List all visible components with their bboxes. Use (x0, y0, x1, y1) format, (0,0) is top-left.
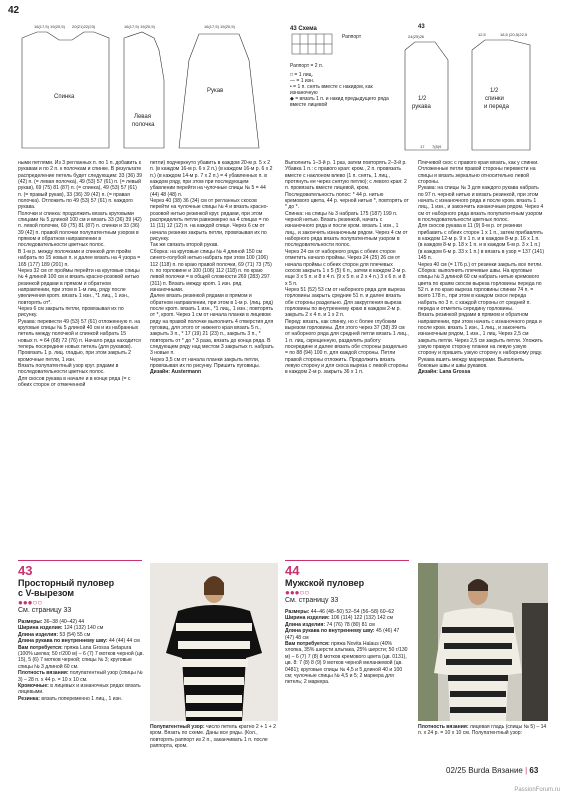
page-reference: См. страницу 33 (18, 607, 72, 614)
difficulty-dots: ●●●○○ (285, 588, 310, 597)
legend-item-1: □ = 1 лиц. (290, 72, 313, 78)
right-schema-number: 43 (418, 24, 425, 30)
scheme-43 (290, 26, 390, 108)
svg-text:и переда: и переда (484, 104, 509, 110)
svg-text:20(21)22(23): 20(21)22(23) (72, 24, 96, 29)
rapport-note: Раппорт = 2 п. (290, 63, 324, 69)
schematic-right-diagrams (400, 30, 560, 155)
svg-text:24(25)26: 24(25)26 (408, 34, 425, 39)
svg-text:спинки: спинки (485, 96, 504, 102)
text-column-1: ными петлями. Из 3 регланных п. по 1 п. добавить к рукавам и по 2 п. к полочкам и спинке. В результате распределение петель будет следующим: 33 (36) 39 (42) п. (= левая полочка), 49 (53) 57 (61) п. (= левый рукав), 69 (75) 81 (87) п. (= спинка), 49 (53) 57 (61) п. (= правый рукав), 33 (36) 39 (42) п. (= правая полочка). Отложить по 49 (53) 57 (61) п. каждого рукава. Полочки и спинка: продолжить вязать круговыми спицами № 5 длиной 100 см и вязать 33 (36) 39 (42) п. левой полочки, 69 (75) 81 (87) п. спинки и 33 (36) 39 (42) п. правой полочки полупатентным узором в прямом и обратном направлении в последовательности цветных полос. В 1-м р. между полочками и спинкой для пройм набрать по 15 новых п. и далее вязать на 4 узора = 165 (177) 189 (201) п. Через 32 см от проймы перейти на круговые спицы № 4 длиной 100 см и вязать красно-розовой нитью резинкой рядами в прямом и обратном направлении, при этом в 1-м лиц. ряду после увеличения крom. вязать 1 изн., *1 лиц., 1 изн., повторять от*. Через 6 см закрыть петли, провязывая их по рисунку. Рукава: перевести 49 (53) 57 (61) отложенную п. на круговые спицы № 5 длиной 40 см и из набранных петель между полочкой и спинкой набрать 15 новых п. = 64 (68) 72 (76) п. Начало ряда находится теперь посередине новых петель (для рукавов). Провязать 1 р. лиц. гладью, при этом закрыть 2 кромочные петли, 1 изн. Вязать полупатентный узор круг. рядами в последовательности цветных полос. Для скосов рукава в начале и в конце ряда (= с обеих сторон от отмеченной (18, 160, 142, 389)
magazine-name: Burda Вязание (468, 766, 523, 775)
issue-number: 02/25 (446, 766, 467, 775)
legend-item-3: • = 1 п. снять вместе с накидом, как изнаночную (290, 84, 373, 96)
svg-text:16(17,5) 19(20,5): 16(17,5) 19(20,5) (124, 24, 155, 29)
model-title-2: с V-вырезом (18, 588, 75, 598)
svg-text:рукава: рукава (412, 104, 431, 110)
sleeve-label: Рукав (207, 88, 224, 94)
text-column-4: Плечевой скос с правого края вязать, как у спинки. Отложенные петли правой стороны перевести на спицы и вязать зеркально относительно левой стороны. Рукава: на спицы № 3 для каждого рукава набрать по 97 п. черной нитью и вязать резинкой, при этом начать с изнаночного ряда и после кром. вязать 1 лиц., 1 изн., и закончить изнаночным рядом. Через 4 см от наборного ряда вязать полупатентным узором в последовательности цветных полос. Для скосов рукава в 11 (9) 9-м р. от резинки прибавить с обеих сторон 1 х 1 п., затем прибавлять в каждом 12-м р. 9 х 1 п. и в каждом 8-м р. 16 х 1 п. (в каждом 8-м р. 18 х 1 п. и в каждом 6-м р. 3 х 1 п.) (в каждом 6-м р. 33 х 1 п.) в вязать в узор = 137 (141) 145 п. Через 40 см (= 176 р.) от резинки закрыть все петли. Сборка: выполнить плечевые швы. На круговые спицы № 3 длиной 60 см набрать нитью кремового цвета по краям скосов выреза горловины переда по 52 п. и по краю выреза горловины спинки 74 п. = всего 178 п., при этом в каждом скосе переда набрать по 3 п. с каждой стороны от средней п. переда и отметить середину горловины. Вязать резинкой рядами в прямом и обратном направлении, при этом начать с изнаночного ряда и после кром. вязать 1 изн., 1 лиц., и закончить изнаночным рядом, 1 изн., 1 лиц. Через 2,5 см закрыть петли. Через 2,5 см закрыть петли. Уложить узкую правую сторону планки на левую узкую сторону и пришить узкую сторону к наборному ряду. Рукава вшить между маркерами. Выполнить боковые швы и швы рукавов. Дизайн: Lana Grossa (418, 160, 544, 376)
model-44-specs: Размеры: 44–46 (48–50) 52–54 (56–58) 60–62 Ширина изделия: 106 (114) 122 (132) 142 см Длина изделия: 74 (76) 78 (80) 81 см Длина рукава по внутреннему шву: 45 (46) 47 (47) 48 см Вам потребуется: пряжа Novita Halaus (40% хлопка, 35% шерсти альпака, 25% шерсти; 50 г/130 м) – 6 (7) 7 (8) 8 мотков кремового цвета (цв. 0131), цв. 8: 7 (8) 8 (9) 9 мотков черной меланжевой (цв. 0481); круговые спицы № 4,5 и 5 длиной 40 и 100 см; чулочные спицы № 4,5 и 5; 2 маркера для петель; 2 маркера. (285, 609, 408, 686)
half-body-label: 1/2 (490, 88, 499, 94)
svg-text:12,5: 12,5 (478, 32, 486, 37)
model-43-specs: Размеры: 36–38 (40–42) 44 Ширина изделия: 124 (132) 140 см Длина изделия: 53 (54) 55 см Длина рукава по внутреннему шву: 44 (44) 44 см Вам потребуется: пряжа Lana Grossa Setapura (100% шелка; 50 г/200 м) – 6 (7) 7 мотков черной (цв. 15), 5 (6) 7 мотков черной; спицы № 3; круговые спицы № 3 длиной 60 см. Плотность вязания: полупатентный узор (спицы № 3) – 28 п. х 44 р. = 10 х 10 см. Кромочные: в лицевых и изнаночных рядах вязать лицевыми. Резинка: вязать попеременно 1 лиц., 1 изн. (18, 619, 144, 702)
footer: 02/25 Burda Вязание | 63 (446, 766, 539, 775)
divider-43 (18, 560, 142, 561)
divider-44 (285, 560, 409, 561)
rapport-label: Раппорт (342, 34, 362, 40)
pattern-note-43: Полупатентный узор: число петель кратно 2 + 1 + 2 кром. Вязать по схеме. Даны все ряды. (Кол., повторять раппорт из 2 п., заканчивать 1 п. после раппорта, кром. (150, 724, 276, 750)
model-44-photo (418, 563, 548, 721)
model-number: 43 (18, 563, 33, 578)
svg-text:7(8)9: 7(8)9 (432, 144, 442, 149)
svg-text:16(17,5) 19(20,5): 16(17,5) 19(20,5) (34, 24, 65, 29)
density-44: Плотность вязания: лицевая гладь (спицы № 5) – 14 п. х 24 р. = 10 х 10 см. Полупатентный узор: (418, 724, 547, 737)
half-sleeve-label: 1/2 (418, 96, 427, 102)
model-43-block (18, 563, 144, 702)
svg-text:полочка: полочка (132, 122, 155, 128)
model-43-photo (150, 563, 278, 721)
scheme-legend (290, 72, 390, 108)
svg-text:16(17,5) 19(20,5): 16(17,5) 19(20,5) (204, 24, 235, 29)
watermark: PassionForum.ru (514, 787, 560, 793)
text-column-2: петли) подчеркнуто убавить в каждом 20-м р. 5 х 2 п. (в каждом 16-м р. 6 х 2 п.) (в каждом 16-м р. 6 х 2 п.) (в каждом 14-м р. 7 х 2 п.) = 4 убавленных п. в каждом ряду, при этом при последующем убавлении перейти на чулочные спицы № 5 = 44 (44) 48 (48) п. Через 40 (38) 36 (34) см от регланных скосов перейти на чулочные спицы № 4 и вязать красно-розовой нитью резинкой круг. рядами, при этом распределить петли равномерно на 4 спицах = по 11 (11) 12 (12) п. на каждой спице. Через 6 см от начала резинки закрыть петли, провязывая их по рисунку. Так же связать второй рукав. Сборка: на круговые спицы № 4 длиной 150 см синего-голубой нитью набрать при этом 100 (106) 112 (118) п. по краю правой полочки, 69 (71) 73 (75) п. по горловине и 100 (106) 112 (118) п. по краю левой полочки = в общей сложности 269 (283) 297 (311) п. Вязать между крom. 1 изн. ряд изнаночными. Далее вязать резинкой рядами в прямом и обратном направлении, при этом в 1-м р. (лиц. ряд) после крom. вязать 1 изн., *1 лиц., 1 изн.; повторять от *, крom. Через 1 см от начала планки в лицевом ряду на правой полочке выполнить 4 отверстия для пуговиц, для этого от нижнего края вязать 5 п., закрыть 3 п., * 17 (19) 21 (23) п., закрыть 3 п., * повторить от * до * 3 раза, вязать до конца ряда. В следующем ряду над местом 3 закрытых п. набрать 3 новые п. Через 3,5 см от начала планки закрыть петли, провязывая их по рисунку. Пришить пуговицы. Дизайн: Austermann (150, 160, 274, 376)
text-column-3: Выполнить 1–3-й р. 1 раз, затем повторять 2–3-й р. Убавка 1 п.: с правого края: кром., 2 п. провязать вместе с наклоном влево (1 п. снять, 1 лиц., протянуть ее через снятую петлю); с левого края: 2 п. провязать вместе лицевой, кром. Последовательность полос: * 44 р. нитью кремового цвета, 44 р. черной нитью *, повторять от * до *. Спинка: на спицы № 3 набрать 175 (187) 199 п. черной нитью. Вязать резинкой, начать с изнаночного ряда и после кром. вязать 1 изн., 1 лиц., и закончить изнаночным рядом. Через 4 см от наборного ряда вязать полупатентным узором в последовательности полос. Через 24 см от наборного ряда с обеих сторон отметить начало проймы. Через 24 (25) 26 см от начала проймы с обеих сторон для плечевых скосов закрыть 1 х 5 (5) 6 п., затем в каждом 2-м р. еще 3 х 5 п. и 8 х 4 п. (9 х 5 п. и 2 х 4 п.) 3 х 6 п. и 8 х 5 п. Через 51 (52) 53 см от наборного ряда для выреза горловины закрыть средние 51 п. и далее вязать обе стороны раздельно. Для закругления выреза горловины по внутреннему краю в каждом 2-м р. закрыть 2 х 4 п. и 1 х 2 п. Перед: вязать, как спинку, но с более глубоким вырезом горловины. Для этого через 37 (38) 39 см от наборного ряда для средней петли вязать 1 лиц., 1 п. лиц. скрещенную, разделить работу посередине и далее вязать обе стороны раздельно = по 88 (94) 100 п. для каждой стороны. Петли правой стороны отложить. Продолжить вязать левую сторону и для скоса выреза с левой стороны в каждом 2-м р. закрыть 36 х 1 п. (285, 160, 409, 376)
legend-item-4: ◆ = вязать 1 п. и накид предыдущего ряда вместе лицевой (290, 96, 389, 108)
scheme-title: 43 Схема (290, 26, 317, 32)
left-front-label: Левая (134, 114, 151, 120)
model-number: 44 (285, 563, 300, 578)
svg-text:17: 17 (420, 144, 425, 149)
page-reference: См. страницу 33 (285, 597, 339, 604)
schematic-left-diagrams (14, 20, 279, 152)
page-number: 42 (8, 5, 20, 16)
difficulty-dots: ●●●○○ (18, 598, 43, 607)
legend-item-2: — = 1 изн. (290, 78, 315, 84)
model-title-1: Просторный пуловер (18, 578, 115, 588)
back-label: Спинка (54, 94, 75, 100)
model-title-1: Мужской пуловер (285, 578, 365, 588)
model-44-block (285, 563, 409, 686)
footer-page-number: 63 (529, 766, 539, 775)
svg-text:18,5 (20,5)22,5: 18,5 (20,5)22,5 (500, 32, 528, 37)
